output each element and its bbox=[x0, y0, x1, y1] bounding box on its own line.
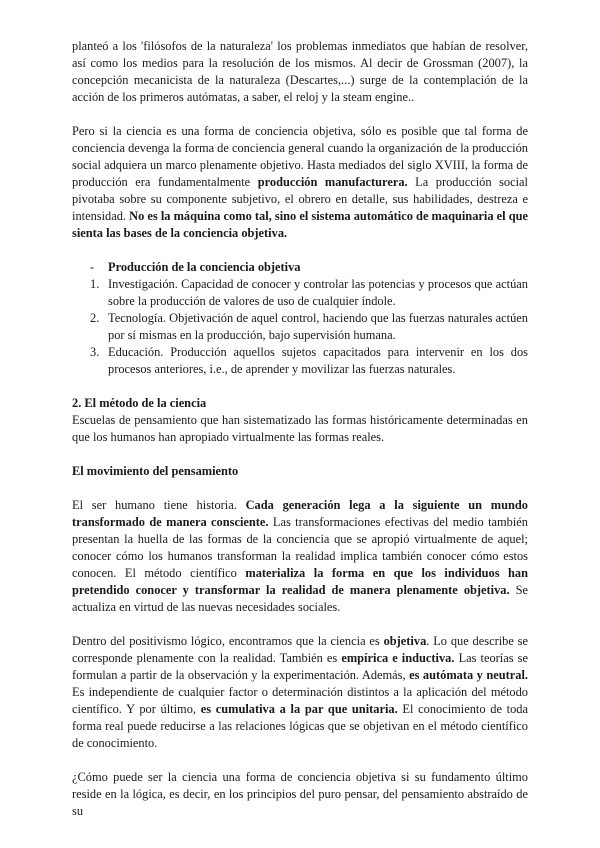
paragraph-schools: Escuelas de pensamiento que han sistematizado las formas históricamente determinadas en que los humanos han apropiado virtualmente las formas reales. bbox=[72, 413, 528, 444]
text-run: La producción social pivotaba sobre su componente subjetivo, el obrero en detalle, sus habilidades, destreza e intensidad. bbox=[72, 175, 528, 223]
text-run: El ser humano tiene historia. bbox=[72, 498, 246, 512]
text-run: . Lo que describe se corresponde plenamente con la realidad. También es bbox=[72, 634, 528, 665]
text-run: Las teorías se formulan a partir de la observación y la experimentación. Además, bbox=[72, 651, 528, 682]
text-run: El conocimiento de toda forma real puede reducirse a las relaciones lógicas que se objetivan en el método científico de conocimiento. bbox=[72, 702, 528, 750]
list-item-text: Educación. Producción aquellos sujetos capacitados para intervenir en los dos procesos anteriores, i.e., de aprender y movilizar las fuerzas naturales. bbox=[108, 345, 528, 376]
paragraph-intro: planteó a los 'filósofos de la naturaleza' los problemas inmediatos que habían de resolver, así como los medios para la resolución de los mismos. Al decir de Grossman (2007), la concepción mecanicista de la naturaleza (Descartes,...) surge de la contemplación de la acción de los primeros autómatas, a saber, el reloj y la steam engine.. bbox=[72, 39, 528, 104]
bold-run: materializa la forma en que los individuos han pretendido conocer y transformar la realidad de manera plenamente objetiva. bbox=[72, 566, 529, 597]
paragraph-history bbox=[72, 497, 528, 616]
list-number: 1. bbox=[90, 277, 100, 291]
dash-bullet: - bbox=[90, 260, 95, 274]
bold-run: empírica e inductiva. bbox=[341, 651, 455, 665]
bold-run: objetiva bbox=[383, 634, 427, 648]
bold-run: es autómata y neutral. bbox=[409, 668, 529, 682]
bold-run: producción manufacturera. bbox=[257, 175, 408, 189]
text-run: Es independiente de cualquier factor o determinación distintos a la aplicación del método científico. Y por último, bbox=[72, 685, 528, 716]
text-run: Se actualiza en virtud de las nuevas necesidades sociales. bbox=[72, 583, 528, 614]
list-item bbox=[72, 276, 528, 310]
bold-run: es cumulativa a la par que unitaria. bbox=[200, 702, 398, 716]
list-title: Producción de la conciencia objetiva bbox=[108, 260, 301, 274]
bold-run: Cada generación lega a la siguiente un mundo transformado de manera consciente. bbox=[72, 498, 528, 529]
text-run: Las transformaciones efectivas del medio también presentan la huella de las formas de la conciencia que se apropió virtualmente de aquel; conocer cómo los humanos transforman la realidad implica también conocer cómo estos conocen. El método científico bbox=[72, 515, 528, 580]
list-number: 2. bbox=[90, 311, 100, 325]
document-page bbox=[72, 38, 528, 820]
paragraph-question: ¿Cómo puede ser la ciencia una forma de conciencia objetiva si su fundamento último reside en la lógica, es decir, en los principios del puro pensar, del pensamiento abstraído de su bbox=[72, 770, 528, 818]
list-item bbox=[72, 310, 528, 344]
subsection-heading: El movimiento del pensamiento bbox=[72, 464, 239, 478]
paragraph-objective-conscience bbox=[72, 123, 528, 242]
list-number: 3. bbox=[90, 345, 100, 359]
text-run: Dentro del positivismo lógico, encontramos que la ciencia es bbox=[72, 634, 384, 648]
list-item-text: Investigación. Capacidad de conocer y controlar las potencias y procesos que actúan sobre la producción de valores de uso de cualquier índole. bbox=[108, 277, 528, 308]
paragraph-positivism bbox=[72, 633, 528, 752]
list-item bbox=[72, 344, 528, 378]
bold-run: No es la máquina como tal, sino el sistema automático de maquinaria el que sienta las bases de la conciencia objetiva. bbox=[72, 209, 528, 240]
list-title-item bbox=[72, 259, 528, 276]
conscience-production-list bbox=[72, 259, 528, 378]
section-heading: 2. El método de la ciencia bbox=[72, 396, 207, 410]
text-run: Pero si la ciencia es una forma de conciencia objetiva, sólo es posible que tal forma de conciencia devenga la forma de conciencia general cuando la organización de la producción social adquiera un marco plenamente objetivo. Hasta mediados del siglo XVIII, la forma de producción era fundamentalmente bbox=[72, 124, 528, 189]
list-item-text: Tecnología. Objetivación de aquel control, haciendo que las fuerzas naturales actúen por sí mismas en la producción, bajo supervisión humana. bbox=[108, 311, 528, 342]
